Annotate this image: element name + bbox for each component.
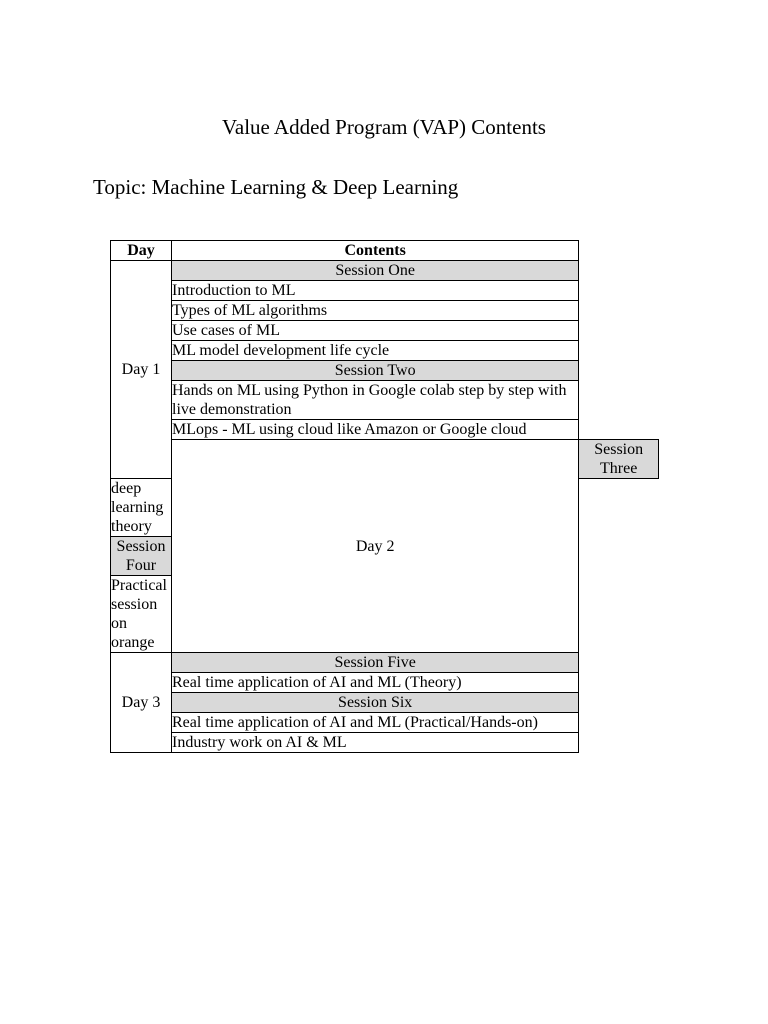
table-row [111,341,659,361]
session-header: Session Two [172,361,579,381]
day-label: Day 2 [172,440,579,653]
document-topic: Topic: Machine Learning & Deep Learning [93,175,459,199]
table-row [111,361,659,381]
topic-item: Practical session on orange [111,576,172,653]
table-row [111,381,659,420]
topic-item: Real time application of AI and ML (Practical/Hands-on) [172,713,579,733]
header-contents: Contents [172,241,579,261]
table-row [111,733,659,753]
table-row [111,281,659,301]
topic-item: MLops - ML using cloud like Amazon or Google cloud [172,420,579,440]
topic-item: Real time application of AI and ML (Theory) [172,673,579,693]
topic-item: Industry work on AI & ML [172,733,579,753]
topic-item: deep learning theory [111,479,172,537]
topic-item: Introduction to ML [172,281,579,301]
document-title: Value Added Program (VAP) Contents [222,115,546,139]
session-header: Session Six [172,693,579,713]
table-row [111,321,659,341]
topic-item: Hands on ML using Python in Google colab step by step with live demonstration [172,381,579,420]
table-row [111,261,659,281]
table-header-row [111,241,659,261]
topic-item: Use cases of ML [172,321,579,341]
day-label: Day 1 [111,261,172,479]
header-day: Day [111,241,172,261]
table-row [111,420,659,440]
table-row [111,653,659,673]
schedule-table [110,240,659,753]
table-row [111,693,659,713]
table-row [111,673,659,693]
topic-item: ML model development life cycle [172,341,579,361]
session-header: Session One [172,261,579,281]
session-header: Session Four [111,537,172,576]
session-header: Session Five [172,653,579,673]
table-row [111,440,659,479]
table-row [111,713,659,733]
table-row [111,301,659,321]
day-label: Day 3 [111,653,172,753]
topic-item: Types of ML algorithms [172,301,579,321]
session-header: Session Three [579,440,659,479]
